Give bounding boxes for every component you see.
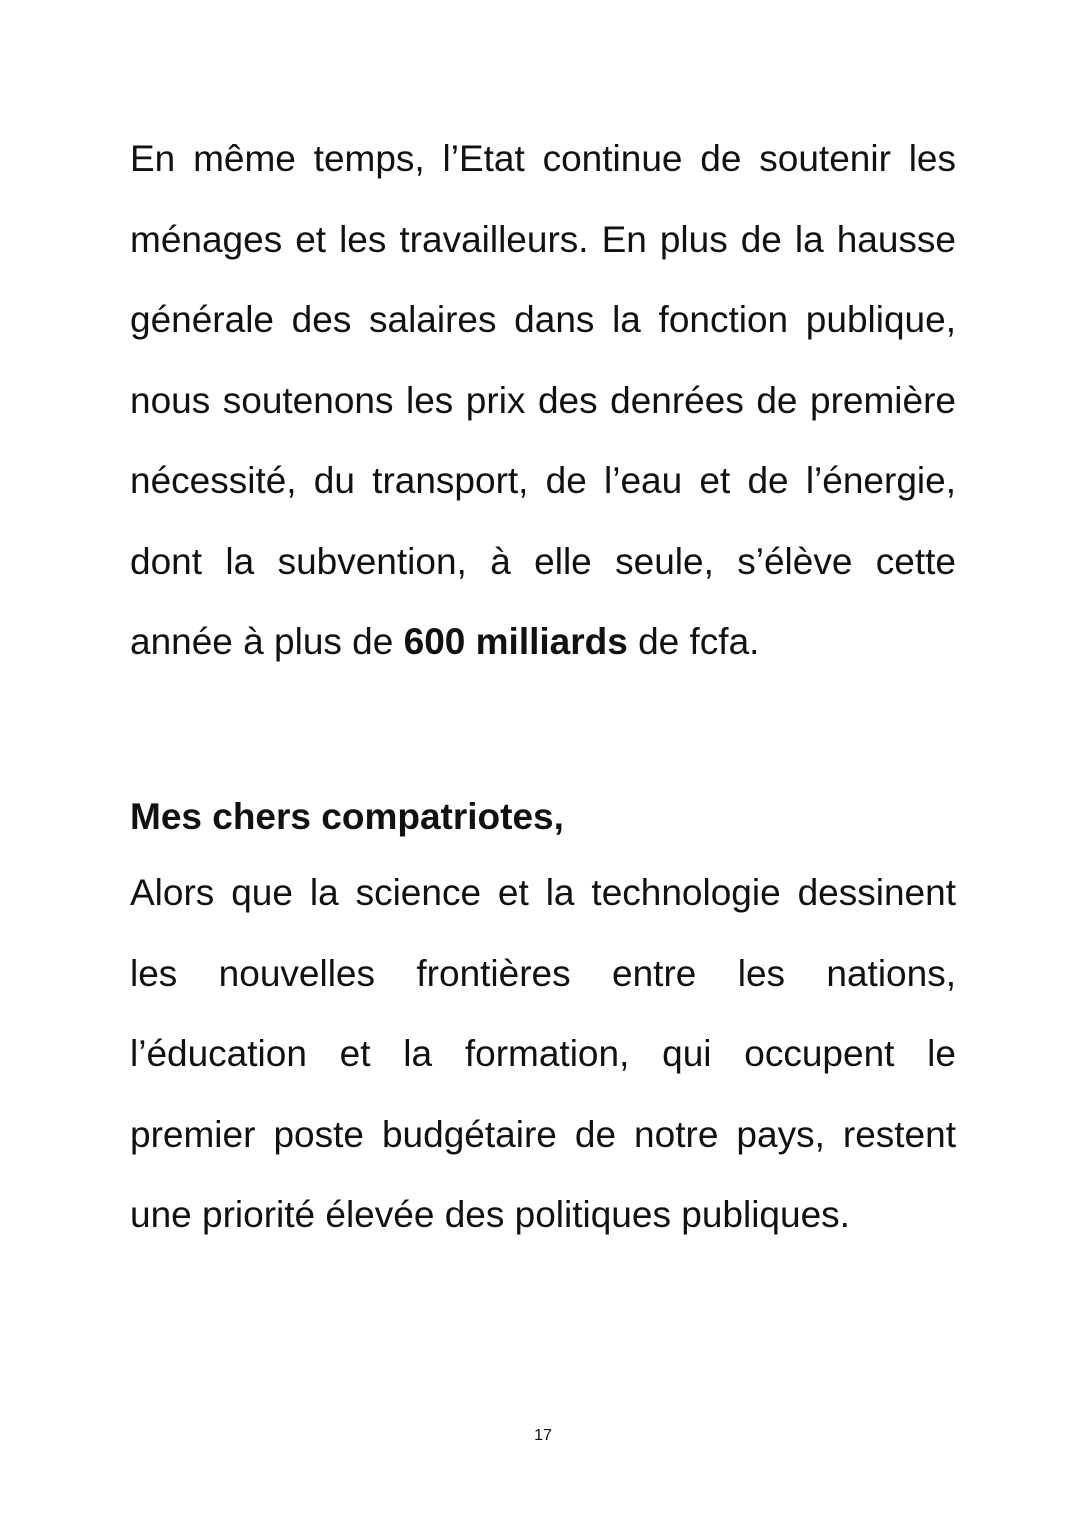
section-heading: Mes chers compatriotes, [130, 796, 564, 837]
page-number: 17 [534, 1427, 552, 1444]
subsidy-amount-bold: 600 milliards [403, 621, 628, 662]
paragraph-subsidies [130, 119, 956, 683]
paragraph-subsidies-text-start: En même temps, l’Etat continue de soutenir les ménages et les travailleurs. En plus de la hausse générale des salaires dans la fonction publique, nous soutenons les prix des denrées de première nécessité, du transport, de l’eau et de l’énergie, dont la subvention, à elle seule, s’élève cette année à plus de [130, 138, 956, 662]
paragraph-education: Alors que la science et la technologie dessinent les nouvelles frontières entre les nations, l’éducation et la formation, qui occupent le premier poste budgétaire de notre pays, restent une priorité élevée des politiques publiques. [130, 872, 956, 1235]
paragraph-subsidies-text-end: de fcfa. [627, 621, 760, 662]
